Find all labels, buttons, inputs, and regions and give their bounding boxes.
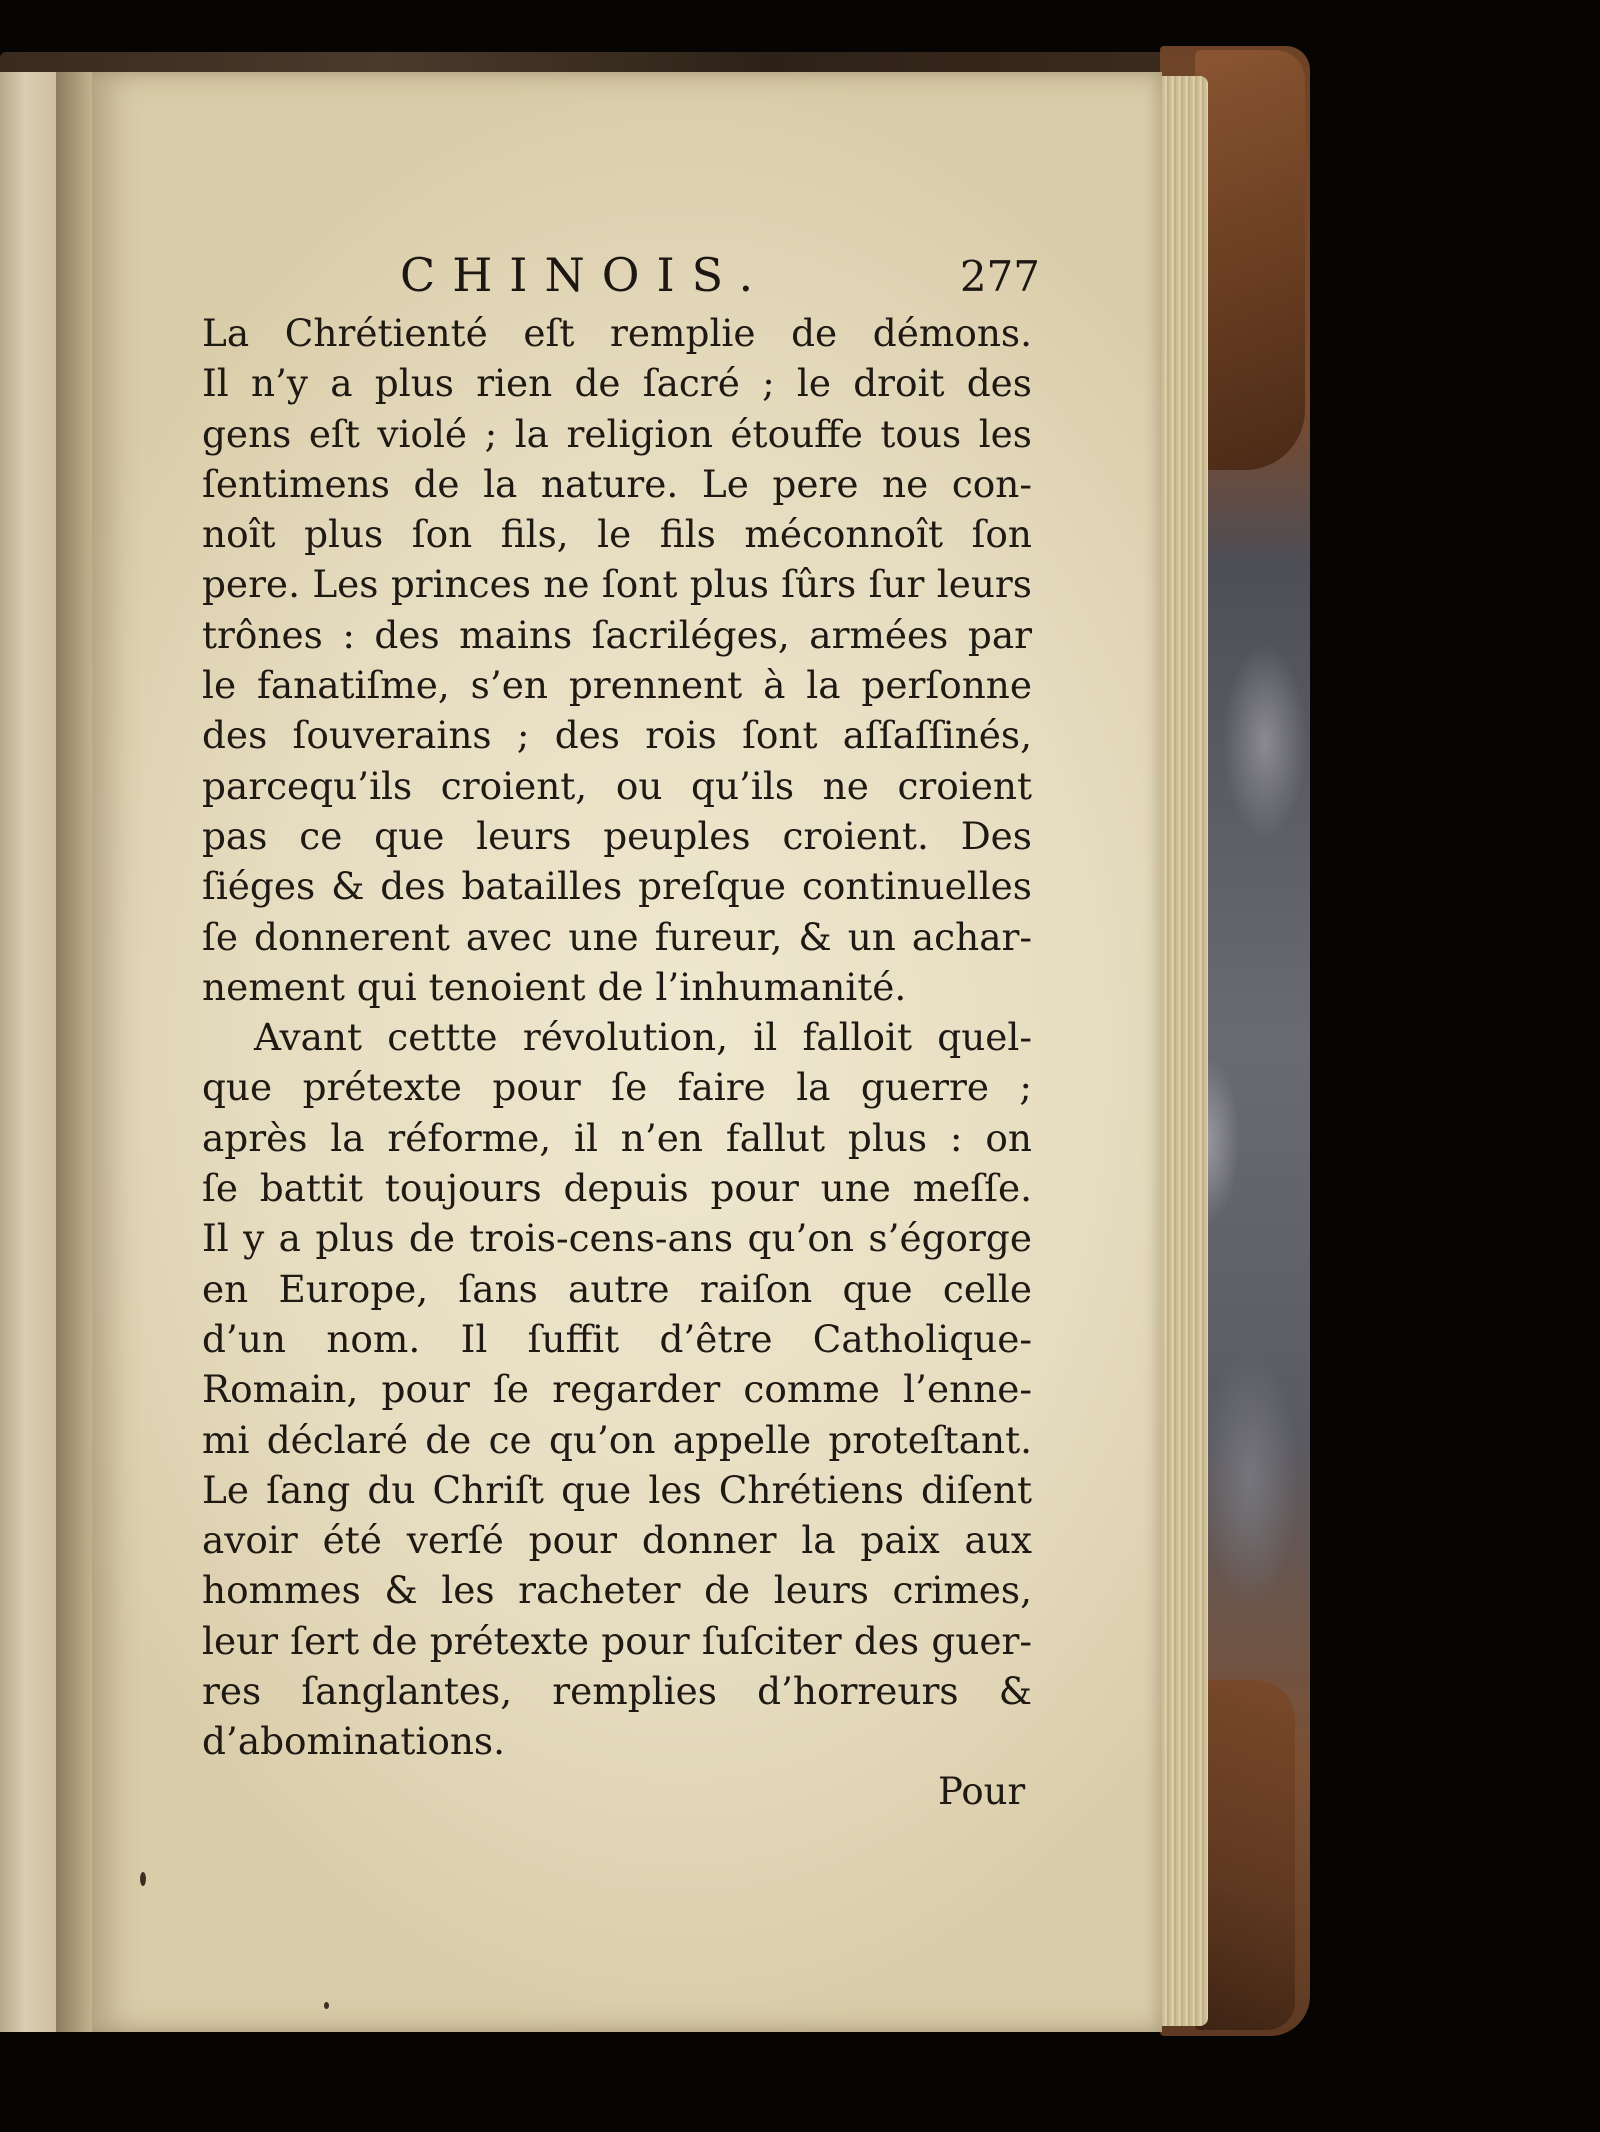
text-line: le fanatiſme, s’en prennent à la perſonne [202, 663, 1032, 708]
running-head-title: CHINOIS. [400, 248, 771, 302]
ink-speck [324, 2002, 329, 2009]
text-line: Il n’y a plus rien de ſacré ; le droit des [202, 361, 1032, 406]
text-line: ſiéges & des batailles preſque continuelles [202, 864, 1032, 909]
text-line: Le ſang du Chriſt que les Chrétiens diſent [202, 1467, 1032, 1512]
text-line: ſe donnerent avec une fureur, & un achar- [202, 914, 1032, 959]
facing-page-edge [0, 72, 62, 2032]
text-line: que prétexte pour ſe faire la guerre ; [202, 1065, 1032, 1110]
page-gutter [56, 72, 96, 2032]
text-line: Il y a plus de trois-cens-ans qu’on s’égorge [202, 1216, 1032, 1261]
page-stack-edge [1156, 76, 1208, 2026]
text-line: noît plus ſon fils, le fils méconnoît ſon [202, 512, 1032, 557]
text-line: en Europe, ſans autre raiſon que celle [202, 1266, 1032, 1311]
body-text [202, 308, 1032, 1767]
text-line: pas ce que leurs peuples croient. Des [202, 813, 1032, 858]
page-number: 277 [959, 252, 1040, 301]
text-line: mi déclaré de ce qu’on appelle proteſtant. [202, 1417, 1032, 1462]
text-line: ſentimens de la nature. Le pere ne con- [202, 461, 1032, 506]
text-line: gens eſt violé ; la religion étouffe tous les [202, 411, 1032, 456]
text-line: hommes & les racheter de leurs crimes, [202, 1568, 1032, 1613]
text-line: parcequ’ils croient, ou qu’ils ne croient [202, 763, 1032, 808]
text-line: res ſanglantes, remplies d’horreurs & [202, 1669, 1032, 1714]
text-line: Avant cettte révolution, il falloit quel- [254, 1015, 1032, 1060]
text-line: Romain, pour ſe regarder comme l’enne- [202, 1367, 1032, 1412]
text-line: ſe battit toujours depuis pour une meſſe. [202, 1166, 1032, 1211]
ink-speck [140, 1872, 146, 1886]
text-line: nement qui tenoient de l’inhumanité. [202, 964, 907, 1009]
leather-corner-top [1195, 50, 1305, 470]
text-line: après la réforme, il n’en fallut plus : on [202, 1115, 1032, 1160]
leather-corner-bottom [1195, 1680, 1295, 2030]
catchword: Pour [938, 1770, 1026, 1813]
text-line: pere. Les princes ne ſont plus ſûrs ſur leurs [202, 562, 1032, 607]
text-line: leur ſert de prétexte pour ſuſciter des guer- [202, 1618, 1032, 1663]
text-line: trônes : des mains ſacriléges, armées par [202, 612, 1032, 657]
text-line: des ſouverains ; des rois ſont aſſaſſinés, [202, 713, 1032, 758]
text-line: d’abominations. [202, 1719, 505, 1764]
text-line: avoir été verſé pour donner la paix aux [202, 1518, 1032, 1563]
text-line: d’un nom. Il ſuffit d’être Catholique- [202, 1316, 1032, 1361]
text-line: La Chrétienté eſt remplie de démons. [202, 311, 1032, 355]
